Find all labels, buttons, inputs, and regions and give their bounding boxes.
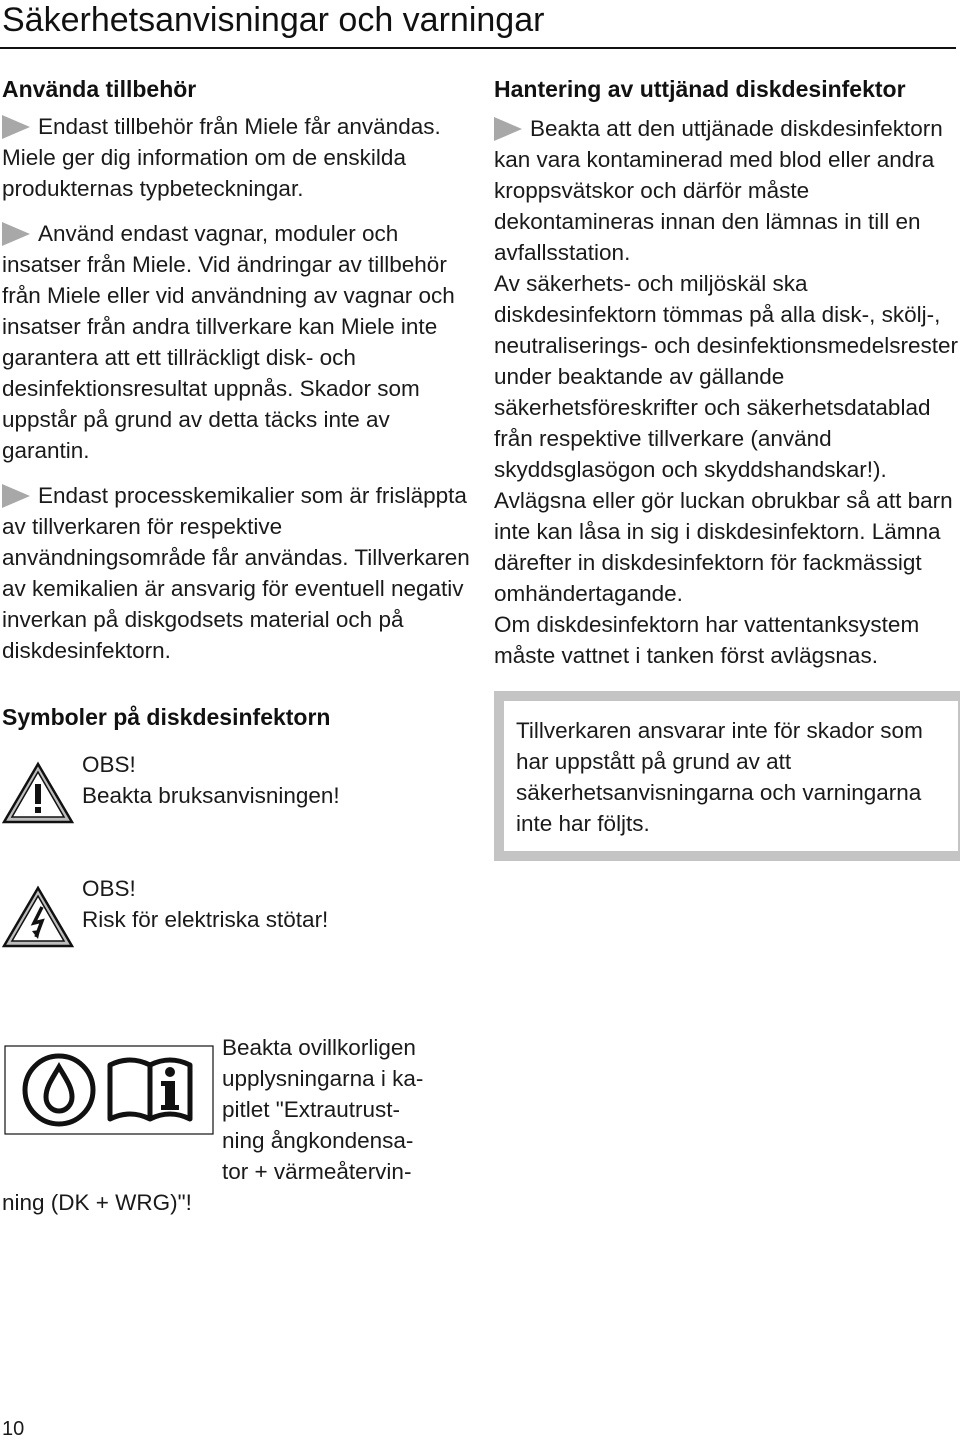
arrow-right-icon (2, 222, 30, 246)
electric-symbol-text (82, 873, 328, 935)
electric-symbol-row (2, 873, 472, 973)
note-line-1: Beakta ovillkorligen (222, 1035, 416, 1060)
disposal-paragraph-3: Avlägsna eller gör luckan obrukbar så att barn inte kan låsa in sig i diskdesinfektorn. Lämna därefter in diskdesinfektorn för fackmässigt omhändertagande. (494, 488, 953, 606)
title-divider (0, 47, 956, 49)
accessories-paragraph-2 (2, 218, 472, 466)
warning-symbol-text (82, 749, 340, 811)
warning-line-2: Beakta bruksanvisningen! (82, 783, 340, 808)
disposal-paragraph-4: Om diskdesinfektorn har vattentanksystem måste vattnet i tanken först avlägsnas. (494, 612, 920, 668)
disposal-heading: Hantering av uttjänad diskdesinfektor (494, 76, 906, 102)
note-line-5: tor + värmeåtervin- (222, 1159, 412, 1184)
arrow-right-icon (2, 115, 30, 139)
disposal-paragraph-2: Av säkerhets- och miljöskäl ska diskdesinfektorn tömmas på alla disk-, skölj-, neutraliserings- och desinfektionsmedelsrester under beaktande av gällande säkerhetsföreskrifter och säkerhetsdatablad från respektive tillverkare (använd skyddsglasögon och skyddshandskar!). (494, 271, 958, 482)
electric-line-2: Risk för elektriska stötar! (82, 907, 329, 932)
disposal-section (494, 74, 960, 671)
symbols-section (2, 702, 472, 973)
disposal-paragraph-1 (494, 113, 960, 268)
symbols-heading: Symboler på diskdesinfektorn (2, 704, 331, 730)
arrow-right-icon (2, 484, 30, 508)
note-line-6: ning (DK + WRG)"! (2, 1190, 192, 1215)
liability-notice-text: Tillverkaren ansvarar inte för skador som har uppstått på grund av att säkerhetsanvisningarna och varningarna inte har följts. (516, 718, 923, 836)
right-column (494, 74, 960, 861)
accessories-paragraph-3-text: Endast processkemikalier som är frisläppta av tillverkaren för respektive användningsområde får användas. Tillverkaren av kemikalien är ansvarig för eventuell negativ inverkan på diskgodsets material och på diskdesinfektorn. (2, 483, 470, 663)
warning-triangle-icon (2, 761, 74, 825)
note-line-2: upplysningarna i ka- (222, 1066, 424, 1091)
accessories-section (2, 74, 472, 666)
warning-line-1: OBS! (82, 752, 136, 777)
steam-condenser-note (2, 1032, 472, 1218)
warning-symbol-row (2, 749, 472, 849)
left-column (2, 74, 472, 973)
accessories-paragraph-2-text: Använd endast vagnar, moduler och insatser från Miele. Vid ändringar av tillbehör från Miele eller vid användning av vagnar och insatser från andra tillverkare kan Miele inte garantera att ett tillräckligt disk- och desinfektionsresultat uppnås. Skador som uppstår på grund av detta täcks inte av garantin. (2, 221, 455, 463)
disposal-paragraph-1-text: Beakta att den uttjänade diskdesinfektorn kan vara kontaminerad med blod eller andra kroppsvätskor och därför måste dekontamineras innan den lämnas in till en avfallsstation. (494, 116, 943, 265)
note-line-4: ning ångkondensa- (222, 1128, 414, 1153)
note-line-3: pitlet "Extrautrust- (222, 1097, 401, 1122)
page-title: Säkerhetsanvisningar och varningar (2, 1, 545, 39)
accessories-paragraph-3 (2, 480, 472, 666)
accessories-heading: Använda tillbehör (2, 76, 197, 102)
accessories-paragraph-1 (2, 111, 472, 204)
electric-line-1: OBS! (82, 876, 136, 901)
liability-notice-box (494, 691, 960, 861)
page-number: 10 (2, 1418, 25, 1440)
accessories-paragraph-1-text: Endast tillbehör från Miele får användas. Miele ger dig information om de enskilda produkternas typbeteckningar. (2, 114, 441, 201)
arrow-right-icon (494, 117, 522, 141)
electric-shock-icon (2, 885, 74, 949)
